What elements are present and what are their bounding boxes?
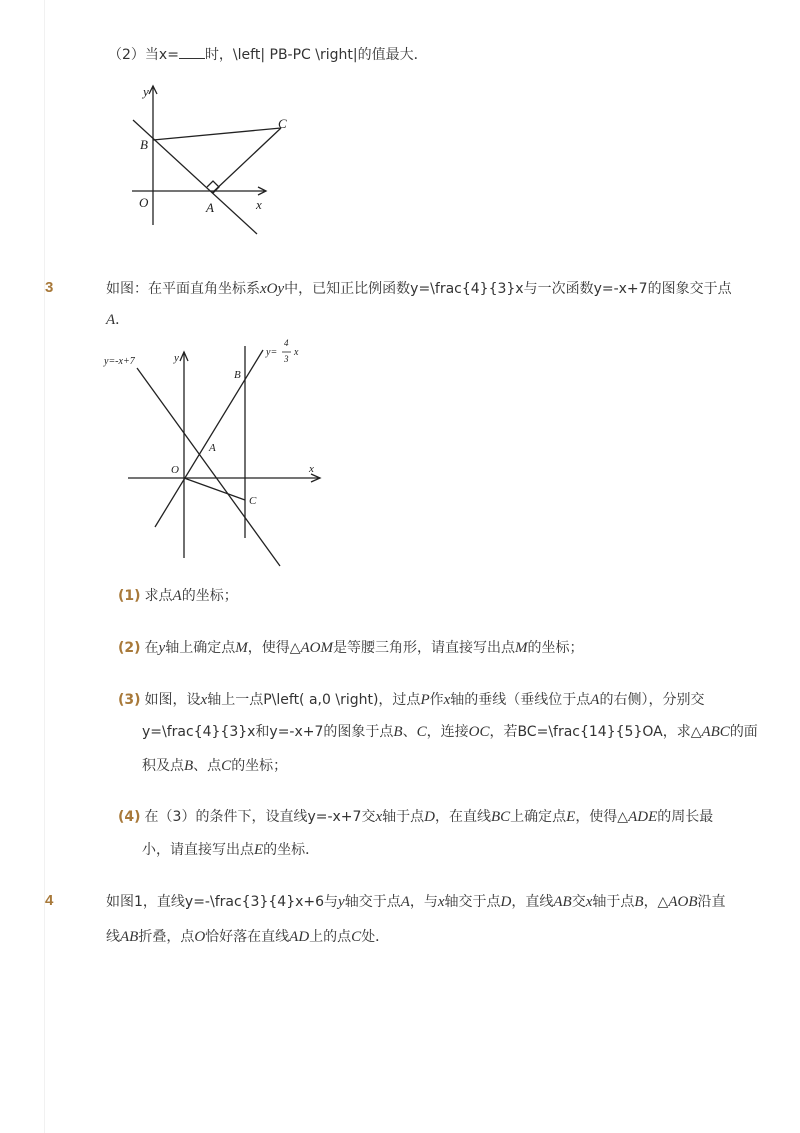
- var: A: [400, 894, 410, 910]
- subquestion-number: (2): [118, 640, 141, 656]
- text: ，△: [643, 894, 669, 910]
- text: 轴交于点: [444, 894, 501, 910]
- text: 折叠，点: [138, 929, 195, 945]
- text: 的坐标；: [527, 640, 584, 656]
- text: 恰好落在直线: [205, 929, 290, 945]
- var: D: [500, 894, 512, 910]
- var: C: [416, 724, 427, 740]
- var: C: [221, 758, 232, 774]
- var: AD: [289, 929, 310, 945]
- text: 的坐标；: [231, 758, 288, 774]
- text: 的坐标．: [263, 842, 320, 858]
- q3-subquestion-3-line3: [142, 756, 287, 776]
- q3-var-a: A: [106, 312, 116, 328]
- q4-line1: [106, 892, 726, 912]
- var: C: [351, 929, 362, 945]
- q3-subquestion-3-line2: [142, 722, 758, 742]
- text: 积及点: [142, 758, 184, 774]
- text: 线: [106, 929, 120, 945]
- text: 的面: [729, 724, 758, 740]
- fig1-label-y: y: [143, 84, 149, 99]
- subquestion-number: (4): [118, 809, 141, 825]
- fig2-label-line1: y=-x+7: [104, 356, 135, 367]
- fig2-line-y-four-thirds-x: [155, 350, 263, 527]
- text: 轴交于点: [344, 894, 401, 910]
- q3-subquestion-4-line1: [118, 807, 713, 827]
- text: 轴于点: [592, 894, 635, 910]
- text: 如图1，直线y=-\frac{3}{4}x+6与: [106, 894, 339, 910]
- var: B: [184, 758, 194, 774]
- q4-line2: [106, 927, 389, 947]
- text: ，与: [409, 894, 438, 910]
- var: AB: [553, 894, 572, 910]
- q3-subquestion-4-line2: [142, 840, 319, 860]
- text: 在: [144, 640, 159, 656]
- var: x: [585, 894, 593, 910]
- text: 轴的垂线（垂线位于点: [450, 692, 591, 708]
- fig2-line-y-neg-x-plus-7: [137, 368, 280, 566]
- q3-subquestion-1: [118, 586, 238, 606]
- text: 小，请直接写出点: [142, 842, 254, 858]
- var: BC: [490, 809, 511, 825]
- text: 的右侧），分别交: [599, 692, 705, 708]
- var: M: [235, 640, 248, 656]
- text: ，使得△: [247, 640, 301, 656]
- fig2-label-a: A: [209, 442, 216, 454]
- q3-text: 如图：在平面直角坐标系: [106, 281, 260, 297]
- question-number-4: 4: [45, 892, 54, 909]
- text: 的周长最: [657, 809, 714, 825]
- var: OC: [468, 724, 490, 740]
- text: ，使得△: [575, 809, 629, 825]
- text: 沿直: [697, 894, 726, 910]
- text: 处．: [361, 929, 390, 945]
- text: 如图，设: [144, 692, 201, 708]
- text: 上确定点: [510, 809, 567, 825]
- q3-subquestion-3-line1: [118, 690, 704, 710]
- fig2-label-line2-left: y=: [266, 347, 278, 358]
- text: 作: [429, 692, 444, 708]
- fig1-label-b: B: [140, 137, 148, 152]
- var: B: [634, 894, 644, 910]
- subquestion-number: (1): [118, 588, 141, 604]
- var: A: [590, 692, 600, 708]
- q2-part2-suffix: 时，\left| PB-PC \right|的值最大．: [204, 47, 428, 63]
- fig1-label-c: C: [278, 116, 287, 131]
- text: 求点: [144, 588, 173, 604]
- var: y: [338, 894, 345, 910]
- var: P: [420, 692, 430, 708]
- text: 轴上一点P\left( a,0 \right)，过点: [207, 692, 421, 708]
- text: 交: [571, 894, 586, 910]
- fig2-label-b: B: [234, 369, 241, 381]
- q3-text: 中，已知正比例函数y=\frac{4}{3}x与一次函数y=-x+7的图象交于点: [284, 281, 732, 297]
- text: 是等腰三角形，请直接写出点: [333, 640, 515, 656]
- var: D: [424, 809, 435, 825]
- q3-subquestion-2: [118, 638, 584, 658]
- subquestion-number: (3): [118, 692, 141, 708]
- q3-text: ．: [115, 312, 130, 328]
- fig2-label-c: C: [249, 495, 257, 507]
- q2-part2-prefix: （2）当x=: [108, 47, 179, 63]
- var: E: [566, 809, 576, 825]
- var: x: [437, 894, 445, 910]
- text: ，连接: [426, 724, 469, 740]
- fig2-segment-oc: [184, 478, 245, 500]
- text: y=\frac{4}{3}x和y=-x+7的图象于点: [142, 724, 394, 740]
- text: ，若BC=\frac{14}{5}OA，求△: [489, 724, 702, 740]
- text: 轴上确定点: [165, 640, 236, 656]
- var: x: [443, 692, 451, 708]
- text: 、点: [193, 758, 222, 774]
- var: AOB: [668, 894, 698, 910]
- var: M: [515, 640, 528, 656]
- var: x: [375, 809, 383, 825]
- var: B: [393, 724, 403, 740]
- fig1-label-a: A: [206, 200, 214, 215]
- text: 、: [402, 724, 417, 740]
- var: y: [158, 640, 166, 656]
- text: 的坐标；: [181, 588, 238, 604]
- var: ABC: [701, 724, 730, 740]
- fig1-label-o: O: [139, 195, 149, 210]
- var: O: [194, 929, 206, 945]
- text: 上的点: [309, 929, 352, 945]
- text: ，直线: [511, 894, 554, 910]
- var: AB: [120, 929, 139, 945]
- var: E: [254, 842, 264, 858]
- text: ，在直线: [434, 809, 491, 825]
- fig1-label-x: x: [256, 197, 262, 212]
- fig2-label-frac-den: 3: [284, 354, 289, 364]
- fig2-label-frac-num: 4: [284, 338, 289, 348]
- var: x: [200, 692, 208, 708]
- q3-var-xoy: xOy: [260, 281, 285, 297]
- fig2-label-x: x: [309, 463, 314, 475]
- fig2-label-o: O: [171, 464, 179, 476]
- fig2-label-line2-x: x: [294, 347, 299, 358]
- question-number-3: 3: [45, 279, 54, 296]
- text: 轴于点: [382, 809, 425, 825]
- var: A: [172, 588, 182, 604]
- fig2-label-y: y: [174, 352, 179, 364]
- var: AOM: [300, 640, 333, 656]
- text: 在（3）的条件下，设直线y=-x+7交: [144, 809, 376, 825]
- var: ADE: [628, 809, 658, 825]
